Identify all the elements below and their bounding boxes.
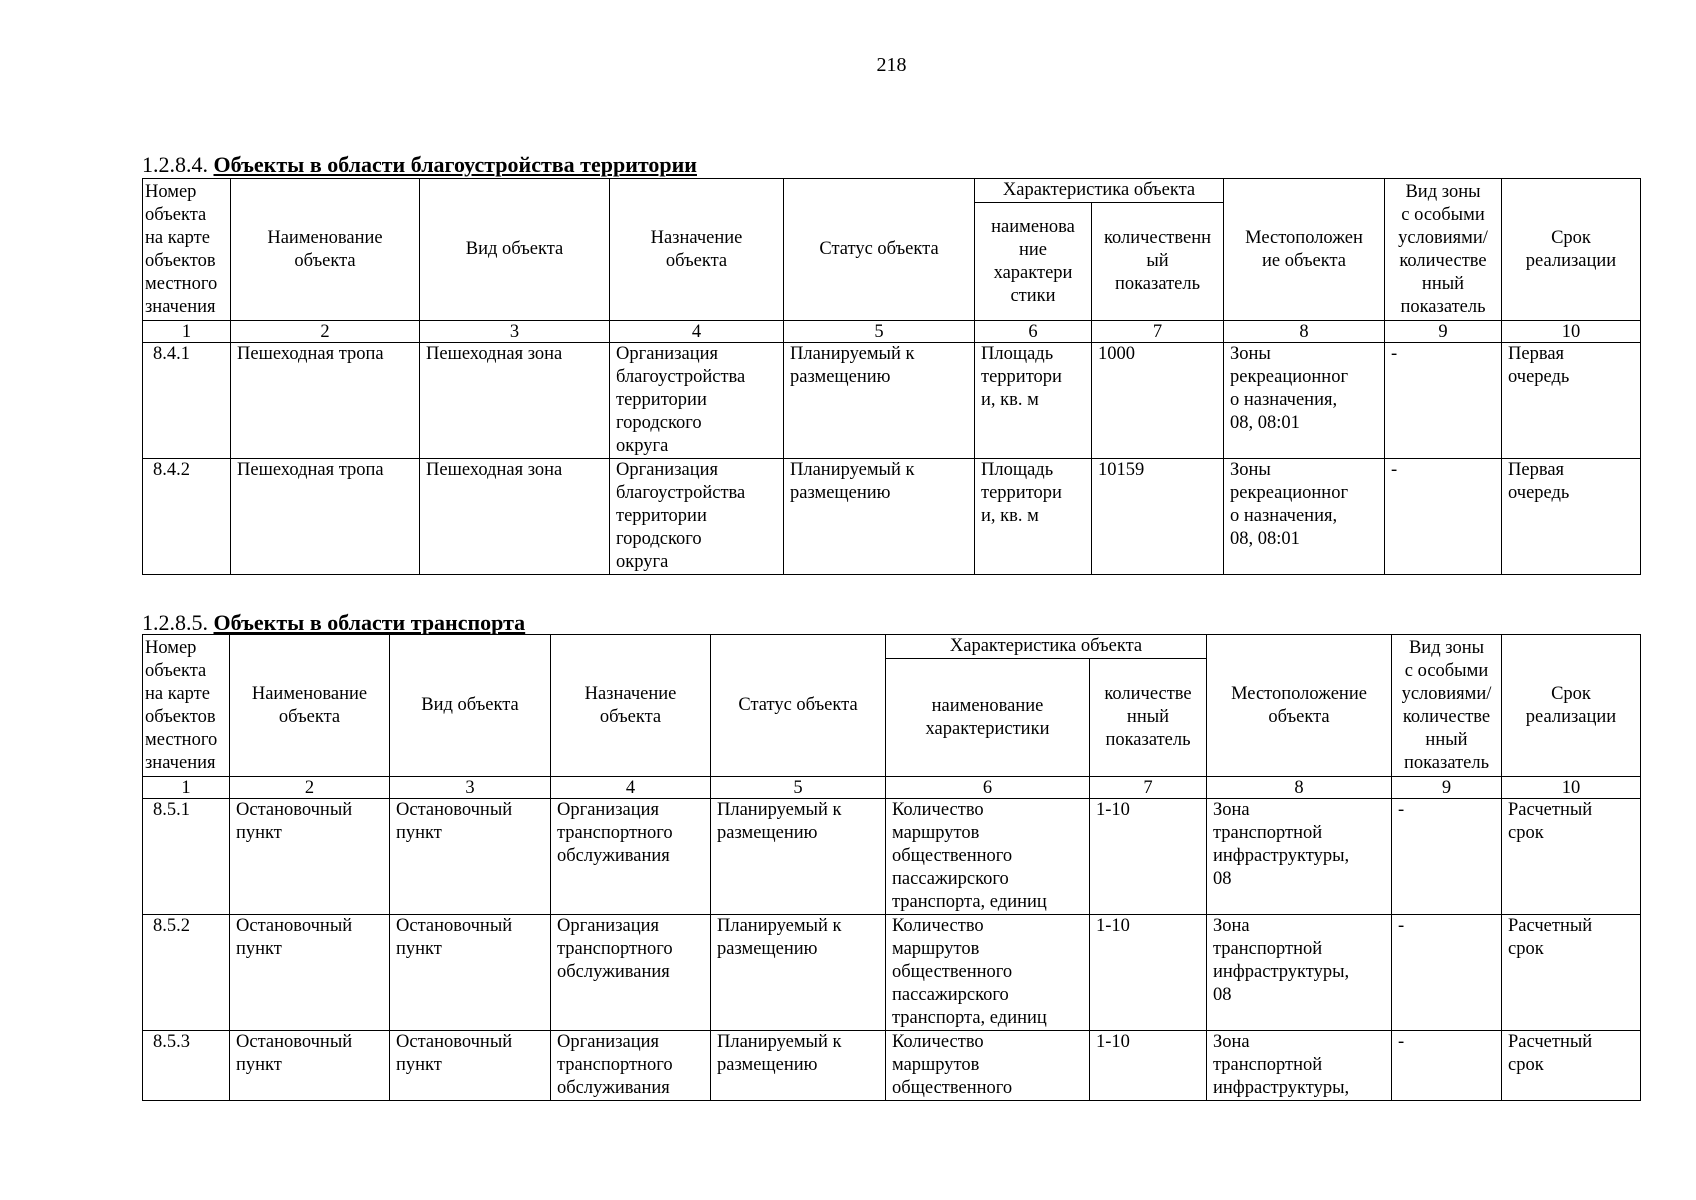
cell-text-line: - [1391,460,1398,480]
cell-text-line: Номер [145,181,197,202]
cell-type [390,915,551,1031]
cell-text-line: Количество [892,916,984,936]
cell-text-line: транспорта, единиц [892,1008,1047,1028]
cell-purpose [551,1031,711,1101]
cell-text-line: Планируемый к [717,916,842,936]
cell-text-line: транспортной [1213,823,1323,843]
cell-text-line: территории [616,506,707,526]
header-characteristic-group: Характеристика объекта [975,179,1224,203]
cell-type [390,799,551,915]
cell-zone [1392,1031,1502,1101]
section-number: 1.2.8.4. [142,152,208,177]
cell-text-line: Пешеходная зона [426,344,563,364]
section-heading: Объекты в области транспорта [213,610,526,635]
cell-text-line: объектов [145,250,216,271]
column-number: 3 [420,321,610,343]
cell-text-line: пункт [236,1055,282,1075]
column-number: 2 [230,777,390,799]
cell-text-line: - [1398,1032,1405,1052]
cell-text-line: очередь [1508,367,1570,387]
page-number: 218 [876,54,907,76]
section-number: 1.2.8.5. [142,610,208,635]
cell-text-line: Зоны [1230,460,1271,480]
table-body [143,321,1641,575]
cell-text-line: 8.5.2 [153,916,190,936]
cell-text-line: наименование [931,695,1044,716]
cell-text-line: Планируемый к [717,1032,842,1052]
cell-text-line: Количество [892,1032,984,1052]
cell-text-line: размещению [790,367,891,387]
section-title [142,152,697,178]
cell-text-line: Остановочный [236,800,353,820]
cell-text-line: количестве [1402,706,1491,727]
cell-text-line: благоустройства [616,483,746,503]
cell-text-line: Вид зоны [1405,181,1481,202]
cell-text-line: - [1391,344,1398,364]
cell-text-line: транспортной [1213,1055,1323,1075]
cell-text-line: пункт [236,939,282,959]
cell-location [1207,1031,1392,1101]
cell-text-line: Остановочный [396,800,513,820]
cell-characteristic-name [886,1031,1090,1101]
column-number: 10 [1502,321,1641,343]
cell-purpose [551,915,711,1031]
cell-text-line: объекта [665,250,728,271]
cell-text-line: показатель [1105,730,1191,750]
column-number: 10 [1502,777,1641,799]
cell-text-line: - [1398,916,1405,936]
cell-text-line: Организация [616,460,719,480]
cell-deadline [1502,799,1641,915]
column-number-row [143,777,1641,799]
cell-text-line: объекта [145,660,207,681]
cell-text-line: территори [981,367,1062,387]
cell-text-line: значения [145,752,216,773]
cell-text-line: пункт [396,939,442,959]
cell-deadline [1502,915,1641,1031]
cell-text-line: наименова [991,216,1075,237]
cell-text-line: Организация [616,344,719,364]
cell-text-line: нный [1126,707,1170,727]
cell-text-line: инфраструктуры, [1213,962,1350,982]
cell-location [1207,799,1392,915]
cell-location [1224,459,1385,575]
cell-text-line: Вид объекта [421,695,519,715]
cell-text-line: на карте [145,683,210,704]
cell-text-line: Назначение [584,683,677,704]
cell-characteristic-value [1090,799,1207,915]
cell-number [143,459,231,575]
cell-text-line: объекта [145,204,207,225]
cell-text-line: ие объекта [1262,250,1346,271]
cell-text-line: Остановочный [236,916,353,936]
cell-text-line: общественного [892,1078,1013,1098]
cell-location [1224,343,1385,459]
cell-text-line: объекта [599,706,662,727]
cell-text-line: с особыми [1401,204,1485,225]
cell-deadline [1502,459,1641,575]
column-number: 1 [143,321,231,343]
cell-text-line: пункт [396,823,442,843]
cell-text-line: Планируемый к [717,800,842,820]
cell-text-line: Остановочный [396,1032,513,1052]
cell-text-line: срок [1508,1055,1544,1075]
header-purpose [610,179,784,321]
cell-text-line: ый [1146,251,1169,271]
cell-characteristic-name [886,799,1090,915]
cell-text-line: городского [616,529,702,549]
column-number: 1 [143,777,230,799]
cell-text-line: Статус объекта [819,239,939,259]
objects-table [142,178,1641,575]
section-heading: Объекты в области благоустройства территории [213,152,697,177]
cell-type [420,343,610,459]
cell-text-line: нный [1421,273,1465,294]
cell-text-line: Расчетный [1508,800,1593,820]
cell-text-line: инфраструктуры, [1213,1078,1350,1098]
column-number: 9 [1385,321,1502,343]
cell-text-line: срок [1508,939,1544,959]
cell-text-line: округа [616,552,669,572]
header-characteristic-name [975,203,1092,321]
cell-text-line: Срок [1551,683,1591,704]
cell-text-line: обслуживания [557,962,670,982]
cell-text-line: инфраструктуры, [1213,846,1350,866]
cell-text-line: Пешеходная тропа [237,460,384,480]
table-row [143,459,1641,575]
cell-text-line: о назначения, [1230,506,1338,526]
header-deadline [1502,179,1641,321]
cell-text-line: Местоположение [1231,683,1367,704]
header-characteristic-name [886,659,1090,777]
cell-deadline [1502,1031,1641,1101]
cell-text-line: характеристики [925,718,1050,739]
header-location [1207,635,1392,777]
cell-text-line: 10159 [1098,460,1145,480]
header-zone [1385,179,1502,321]
header-characteristic-value [1092,203,1224,321]
cell-characteristic-value [1090,1031,1207,1101]
cell-text-line: 1-10 [1096,800,1130,820]
cell-text-line: Зона [1213,916,1250,936]
cell-text-line: объекта [1268,706,1330,727]
cell-text-line: Срок [1551,227,1591,248]
cell-deadline [1502,343,1641,459]
cell-text-line: Вид объекта [465,239,564,259]
cell-text-line: 8.5.1 [153,800,190,820]
cell-text-line: размещению [717,823,818,843]
cell-text-line: размещению [717,1055,818,1075]
cell-text-line: 1-10 [1096,1032,1130,1052]
cell-characteristic-value [1092,459,1224,575]
cell-text-line: стики [1010,285,1056,306]
cell-text-line: 8.5.3 [153,1032,190,1052]
cell-text-line: транспорта, единиц [892,892,1047,912]
cell-text-line: Расчетный [1508,916,1593,936]
cell-text-line: маршрутов [892,823,980,843]
column-number: 6 [886,777,1090,799]
header-type [420,179,610,321]
cell-text-line: Зона [1213,1032,1250,1052]
header-number [143,179,231,321]
table-row [143,343,1641,459]
cell-zone [1392,799,1502,915]
cell-text-line: территории [616,390,707,410]
cell-text-line: объекта [278,706,341,727]
cell-text-line: размещению [717,939,818,959]
cell-status [711,1031,886,1101]
cell-text-line: обслуживания [557,1078,670,1098]
cell-type [390,1031,551,1101]
header-zone [1392,635,1502,777]
cell-type [420,459,610,575]
cell-text-line: Пешеходная тропа [237,344,384,364]
cell-text-line: условиями/ [1398,227,1488,248]
column-number: 7 [1090,777,1207,799]
cell-text-line: количестве [1104,684,1192,704]
cell-text-line: показатель [1403,752,1490,773]
cell-text-line: Планируемый к [790,460,915,480]
cell-text-line: о назначения, [1230,390,1338,410]
table-row [143,915,1641,1031]
cell-characteristic-value [1092,343,1224,459]
cell-name [230,915,390,1031]
cell-text-line: пассажирского [892,869,1009,889]
cell-text-line: Расчетный [1508,1032,1593,1052]
cell-text-line: городского [616,413,702,433]
section-title [142,610,525,636]
cell-text-line: Первая [1508,460,1565,480]
cell-text-line: 8.4.2 [153,460,190,480]
cell-text-line: Назначение [650,227,743,248]
cell-text-line: Статус объекта [738,695,858,715]
cell-text-line: 08 [1213,985,1232,1005]
cell-text-line: Организация [557,916,660,936]
column-number: 8 [1207,777,1392,799]
cell-text-line: 08, 08:01 [1230,529,1300,549]
cell-text-line: с особыми [1404,660,1489,681]
cell-text-line: Зона [1213,800,1250,820]
cell-text-line: 08, 08:01 [1230,413,1300,433]
cell-text-line: реализации [1525,706,1617,727]
table-row [143,1031,1641,1101]
cell-text-line: местного [145,273,218,294]
cell-text-line: 08 [1213,869,1232,889]
cell-text-line: показатель [1400,296,1486,317]
column-number: 5 [711,777,886,799]
cell-text-line: общественного [892,962,1013,982]
cell-text-line: пункт [236,823,282,843]
cell-zone [1392,915,1502,1031]
cell-name [231,343,420,459]
cell-zone [1385,343,1502,459]
header-number [143,635,230,777]
header-type [390,635,551,777]
column-number: 6 [975,321,1092,343]
header-deadline [1502,635,1641,777]
cell-status [711,915,886,1031]
cell-text-line: ние [1018,239,1047,260]
header-name [230,635,390,777]
cell-text-line: рекреационног [1230,367,1349,387]
cell-text-line: Первая [1508,344,1565,364]
cell-text-line: Организация [557,800,660,820]
cell-text-line: Номер [145,637,197,658]
column-number: 8 [1224,321,1385,343]
cell-zone [1385,459,1502,575]
cell-purpose [610,343,784,459]
cell-name [230,799,390,915]
cell-characteristic-name [975,343,1092,459]
cell-name [230,1031,390,1101]
cell-text-line: условиями/ [1401,683,1492,704]
cell-text-line: транспортного [557,1055,673,1075]
cell-status [711,799,886,915]
column-number: 3 [390,777,551,799]
cell-text-line: Вид зоны [1408,637,1485,658]
cell-text-line: Остановочный [236,1032,353,1052]
cell-text-line: округа [616,436,669,456]
cell-location [1207,915,1392,1031]
cell-number [143,915,230,1031]
cell-text-line: маршрутов [892,1055,980,1075]
cell-text-line: маршрутов [892,939,980,959]
cell-text-line: территори [981,483,1062,503]
table-row [143,799,1641,915]
cell-text-line: объекта [294,250,356,271]
cell-text-line: пассажирского [892,985,1009,1005]
cell-text-line: Зоны [1230,344,1271,364]
cell-text-line: Организация [557,1032,660,1052]
column-number: 2 [231,321,420,343]
header-name [231,179,420,321]
cell-text-line: транспортного [557,823,673,843]
cell-number [143,799,230,915]
cell-text-line: Планируемый к [790,344,915,364]
cell-text-line: пункт [396,1055,442,1075]
cell-number [143,1031,230,1101]
cell-text-line: Наименование [251,683,368,704]
cell-purpose [610,459,784,575]
header-location [1224,179,1385,321]
cell-text-line: нный [1425,729,1468,750]
column-number: 4 [610,321,784,343]
cell-characteristic-name [975,459,1092,575]
column-number: 7 [1092,321,1224,343]
cell-purpose [551,799,711,915]
header-status [711,635,886,777]
cell-text-line: значения [145,296,216,317]
cell-status [784,459,975,575]
cell-text-line: срок [1508,823,1544,843]
cell-characteristic-name [886,915,1090,1031]
cell-text-line: 1-10 [1096,916,1130,936]
cell-text-line: местного [145,729,218,750]
cell-text-line: 1000 [1098,344,1135,364]
cell-text-line: Площадь [981,344,1054,364]
cell-text-line: количестве [1399,250,1487,271]
cell-text-line: Остановочный [396,916,513,936]
column-number: 9 [1392,777,1502,799]
cell-text-line: Наименование [267,227,383,248]
cell-text-line: и, кв. м [981,390,1039,410]
cell-text-line: Местоположен [1245,227,1363,248]
table-body [143,777,1641,1101]
objects-table [142,634,1641,1101]
cell-text-line: благоустройства [616,367,746,387]
cell-text-line: очередь [1508,483,1570,503]
cell-text-line: Площадь [981,460,1054,480]
cell-text-line: и, кв. м [981,506,1039,526]
cell-text-line: транспортного [557,939,673,959]
header-status [784,179,975,321]
cell-number [143,343,231,459]
cell-status [784,343,975,459]
column-number-row [143,321,1641,343]
cell-text-line: рекреационног [1230,483,1349,503]
cell-text-line: Количество [892,800,984,820]
header-characteristic-value [1090,659,1207,777]
cell-text-line: транспортной [1213,939,1323,959]
cell-text-line: объектов [145,706,216,727]
cell-text-line: 8.4.1 [153,344,190,364]
cell-text-line: количественн [1103,228,1212,248]
cell-text-line: размещению [790,483,891,503]
cell-text-line: характери [993,262,1073,283]
column-number: 5 [784,321,975,343]
cell-text-line: реализации [1525,250,1617,271]
cell-text-line: - [1398,800,1405,820]
cell-name [231,459,420,575]
cell-text-line: на карте [145,227,210,248]
cell-text-line: общественного [892,846,1013,866]
cell-text-line: обслуживания [557,846,670,866]
cell-text-line: показатель [1114,274,1201,294]
column-number: 4 [551,777,711,799]
header-characteristic-group: Характеристика объекта [886,635,1207,659]
header-purpose [551,635,711,777]
cell-characteristic-value [1090,915,1207,1031]
cell-text-line: Пешеходная зона [426,460,563,480]
